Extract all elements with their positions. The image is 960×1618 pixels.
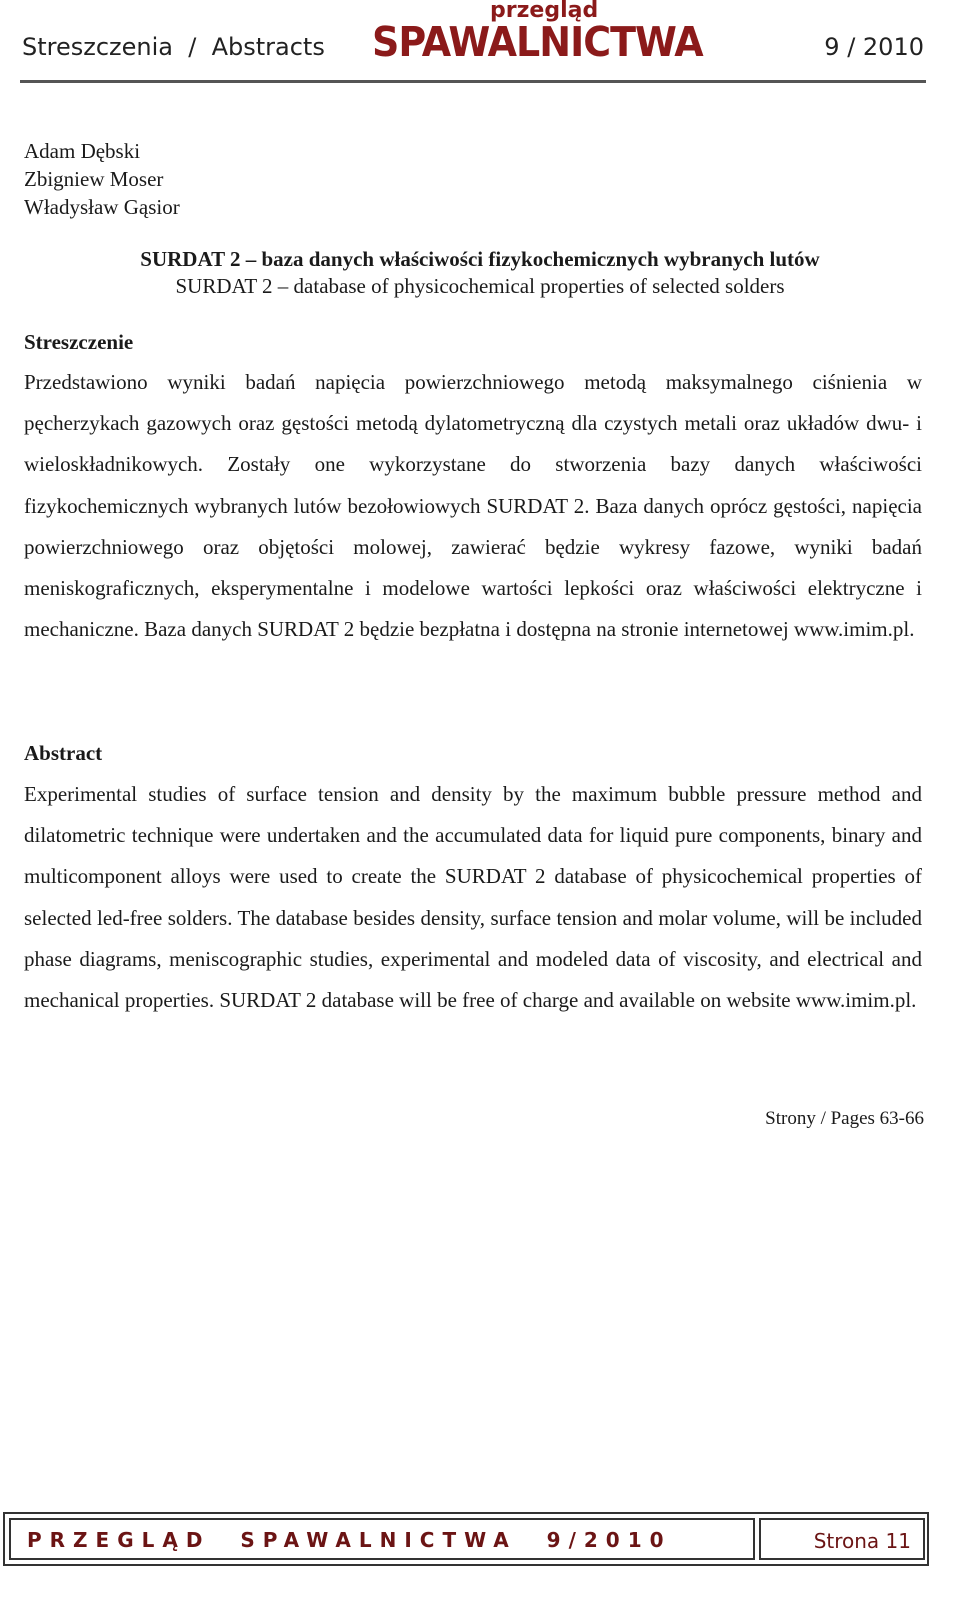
- journal-logo: [372, 0, 703, 66]
- footer-page-box: [759, 1518, 925, 1560]
- page-footer: [3, 1512, 929, 1566]
- issue-number: 9 / 2010: [824, 33, 924, 61]
- footer-journal-box: [9, 1518, 755, 1560]
- page-header: [22, 0, 924, 84]
- abstract-heading: Abstract: [24, 741, 103, 765]
- logo-top-text: przegląd: [490, 0, 599, 23]
- logo-main-text: SPAWALNICTWA: [372, 18, 703, 66]
- author-name: Adam Dębski: [24, 139, 141, 163]
- section-title: Streszczenia / Abstracts: [22, 33, 325, 61]
- author-name: Władysław Gąsior: [24, 195, 180, 219]
- author-list: [24, 137, 180, 221]
- author-name: Zbigniew Moser: [24, 167, 164, 191]
- abstract-text: Experimental studies of surface tension and density by the maximum bubble pressure method and dilatometric technique were undertaken and the accumulated data for liquid pure components, binary and multicomponent alloys were used to create the SURDAT 2 database of physicochemical properties of selected led-free solders. The database besides density, surface tension and molar volume, will be included phase diagrams, meniscographic studies, experimental and modeled data of viscosity, and electrical and mechanical properties. SURDAT 2 database will be free of charge and available on website www.imim.pl.: [24, 782, 922, 1013]
- footer-journal-title: PRZEGLĄD SPAWALNICTWA 9/2010: [27, 1528, 672, 1552]
- header-divider: [20, 80, 926, 83]
- footer-page-number: Strona 11: [813, 1529, 911, 1553]
- streszczenie-heading: Streszczenie: [24, 330, 134, 354]
- article-title-english: SURDAT 2 – database of physicochemical properties of selected solders: [175, 274, 785, 298]
- streszczenie-text: Przedstawiono wyniki badań napięcia powierzchniowego metodą maksymalnego ciśnienia w pęcherzykach gazowych oraz gęstości metodą dylatometryczną dla czystych metali oraz układów dwu- i wieloskładnikowych. Zostały one wykorzystane do stworzenia bazy danych właściwości fizykochemicznych wybranych lutów bezołowiowych SURDAT 2. Baza danych oprócz gęstości, napięcia powierzchniowego oraz objętości molowej, zawierać będzie wykresy fazowe, wyniki badań meniskograficznych, eksperymentalne i modelowe wartości lepkości oraz właściwości elektryczne i mechaniczne. Baza danych SURDAT 2 będzie bezpłatna i dostępna na stronie internetowej www.imim.pl.: [24, 370, 922, 642]
- article-title-polish: SURDAT 2 – baza danych właściwości fizykochemicznych wybranych lutów: [140, 247, 820, 271]
- page-range: Strony / Pages 63-66: [765, 1108, 924, 1129]
